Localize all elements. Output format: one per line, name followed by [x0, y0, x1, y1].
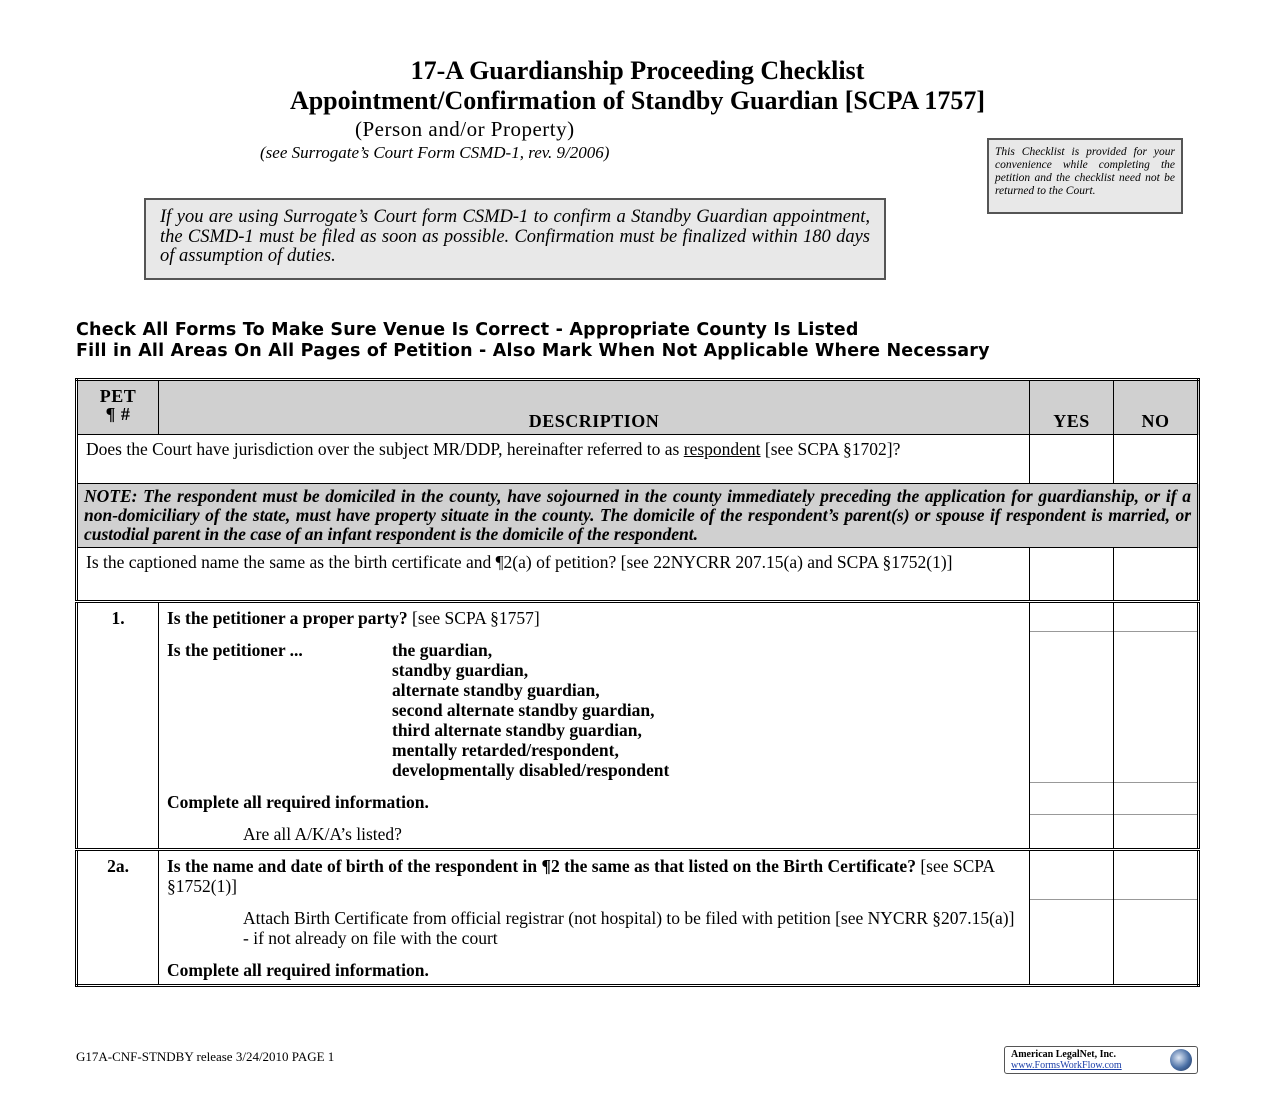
table-row-jurisdiction — [77, 435, 1199, 484]
petitioner-option: alternate standby guardian, — [392, 680, 600, 700]
pet-number-1: 1. — [77, 602, 159, 850]
form-reference: (see Surrogate’s Court Form CSMD-1, rev. 9/2006) — [260, 143, 610, 162]
jurisdiction-text-post: [see SCPA §1702]? — [760, 439, 901, 459]
instruction-venue: Check All Forms To Make Sure Venue Is Correct - Appropriate County Is Listed — [76, 320, 859, 340]
name-dob-question — [167, 856, 1021, 896]
convenience-note-box — [987, 138, 1183, 214]
petitioner-type-no-checkbox[interactable] — [1114, 632, 1197, 783]
proper-party-question-bold: Is the petitioner a proper party? — [167, 608, 408, 628]
pet-number-2a: 2a. — [77, 850, 159, 986]
globe-icon — [1170, 1049, 1192, 1071]
proper-party-question-ref: [see SCPA §1757] — [407, 608, 540, 628]
csmd-notice-box — [144, 198, 886, 280]
attach-birth-certificate: Attach Birth Certificate from official registrar (not hospital) to be filed with petition [see NYCRR §207.15(a)] - if not already on file with the court — [243, 908, 1015, 948]
pet-column-header — [77, 380, 159, 435]
captioned-name-yes-checkbox[interactable] — [1030, 548, 1114, 602]
jurisdiction-question — [77, 435, 1030, 484]
attach-no-checkbox[interactable] — [1114, 900, 1197, 978]
american-legalnet-logo — [1004, 1046, 1198, 1074]
name-dob-question-ref: [see SCPA §1752(1)] — [167, 856, 995, 896]
row1-no-column — [1114, 602, 1199, 850]
proper-party-question — [167, 608, 1021, 628]
table-row-captioned-name — [77, 548, 1199, 602]
name-dob-yes-checkbox[interactable] — [1030, 851, 1113, 900]
attach-yes-checkbox[interactable] — [1030, 900, 1113, 978]
jurisdiction-yes-checkbox[interactable] — [1030, 435, 1114, 484]
table-header-row — [77, 380, 1199, 435]
row1-yes-column — [1030, 602, 1114, 850]
row1-complete-info: Complete all required information. — [167, 792, 429, 812]
row1-complete-yes-checkbox[interactable] — [1030, 783, 1113, 815]
aka-no-checkbox[interactable] — [1114, 815, 1197, 845]
csmd-notice-text: If you are using Surrogate’s Court form CSMD-1 to confirm a Standby Guardian appointment, the CSMD-1 must be filed as soon as possible. Confirmation must be finalized within 180 days of assumption of duties. — [160, 207, 870, 266]
row1-complete-no-checkbox[interactable] — [1114, 783, 1197, 815]
jurisdiction-respondent-term: respondent — [683, 439, 761, 459]
row2a-no-column — [1114, 850, 1199, 986]
petitioner-option: the guardian, — [392, 640, 493, 660]
petitioner-option: standby guardian, — [392, 660, 529, 680]
subtitle: (Person and/or Property) — [355, 117, 575, 141]
description-column-header: DESCRIPTION — [159, 380, 1030, 435]
title-line-2: Appointment/Confirmation of Standby Guardian [SCPA 1757] — [289, 86, 986, 115]
petitioner-option-list — [392, 640, 669, 780]
pet-header-line-2: ¶ # — [105, 404, 131, 424]
instruction-fill-all: Fill in All Areas On All Pages of Petition - Also Mark When Not Applicable Where Necessary — [76, 341, 990, 361]
proper-party-no-checkbox[interactable] — [1114, 603, 1197, 632]
petitioner-options — [167, 640, 1021, 780]
pet-header-line-1: PET — [99, 386, 137, 406]
captioned-name-question: Is the captioned name the same as the birth certificate and ¶2(a) of petition? [see 22NYCRR 207.15(a) and SCPA §1752(1)] — [77, 548, 1030, 602]
table-row-1 — [77, 602, 1199, 850]
proper-party-yes-checkbox[interactable] — [1030, 603, 1113, 632]
jurisdiction-text-pre: Does the Court have jurisdiction over the subject MR/DDP, hereinafter referred to as — [86, 439, 684, 459]
title-line-1: 17-A Guardianship Proceeding Checklist — [410, 56, 865, 85]
jurisdiction-no-checkbox[interactable] — [1114, 435, 1199, 484]
name-dob-question-bold: Is the name and date of birth of the respondent in ¶2 the same as that listed on the Birth Certificate? — [167, 856, 916, 876]
petitioner-label: Is the petitioner ... — [167, 640, 303, 660]
row2a-yes-column — [1030, 850, 1114, 986]
aka-yes-checkbox[interactable] — [1030, 815, 1113, 845]
petitioner-option: third alternate standby guardian, — [392, 720, 642, 740]
footer-release: G17A-CNF-STNDBY release 3/24/2010 PAGE 1 — [76, 1049, 335, 1064]
birth-certificate-section — [159, 850, 1030, 986]
table-row-2a — [77, 850, 1199, 986]
petitioner-option: second alternate standby guardian, — [392, 700, 655, 720]
petitioner-option: mentally retarded/respondent, — [392, 740, 619, 760]
petitioner-option: developmentally disabled/respondent — [392, 760, 670, 780]
logo-url-link[interactable]: www.FormsWorkFlow.com — [1011, 1060, 1122, 1071]
petitioner-type-yes-checkbox[interactable] — [1030, 632, 1113, 783]
checklist-table — [75, 378, 1200, 987]
yes-column-header: YES — [1030, 380, 1114, 435]
logo-company-name: American LegalNet, Inc. — [1011, 1049, 1116, 1060]
proper-party-section — [159, 602, 1030, 850]
captioned-name-no-checkbox[interactable] — [1114, 548, 1199, 602]
domicile-note: NOTE: The respondent must be domiciled in the county, have sojourned in the county immediately preceding the application for guardianship, or if a non-domiciliary of the state, must have property situate in the county. The domicile of the respondent’s parent(s) or spouse if respondent is married, or custodial parent in the case of an infant respondent is the domicile of the respondent. — [77, 484, 1199, 548]
name-dob-no-checkbox[interactable] — [1114, 851, 1197, 900]
no-column-header: NO — [1114, 380, 1199, 435]
row2a-complete-info: Complete all required information. — [167, 960, 429, 980]
aka-question: Are all A/K/A’s listed? — [243, 824, 402, 844]
convenience-note-text: This Checklist is provided for your convenience while completing the petition and the checklist need not be returned to the Court. — [995, 146, 1175, 197]
table-row-note — [77, 484, 1199, 548]
